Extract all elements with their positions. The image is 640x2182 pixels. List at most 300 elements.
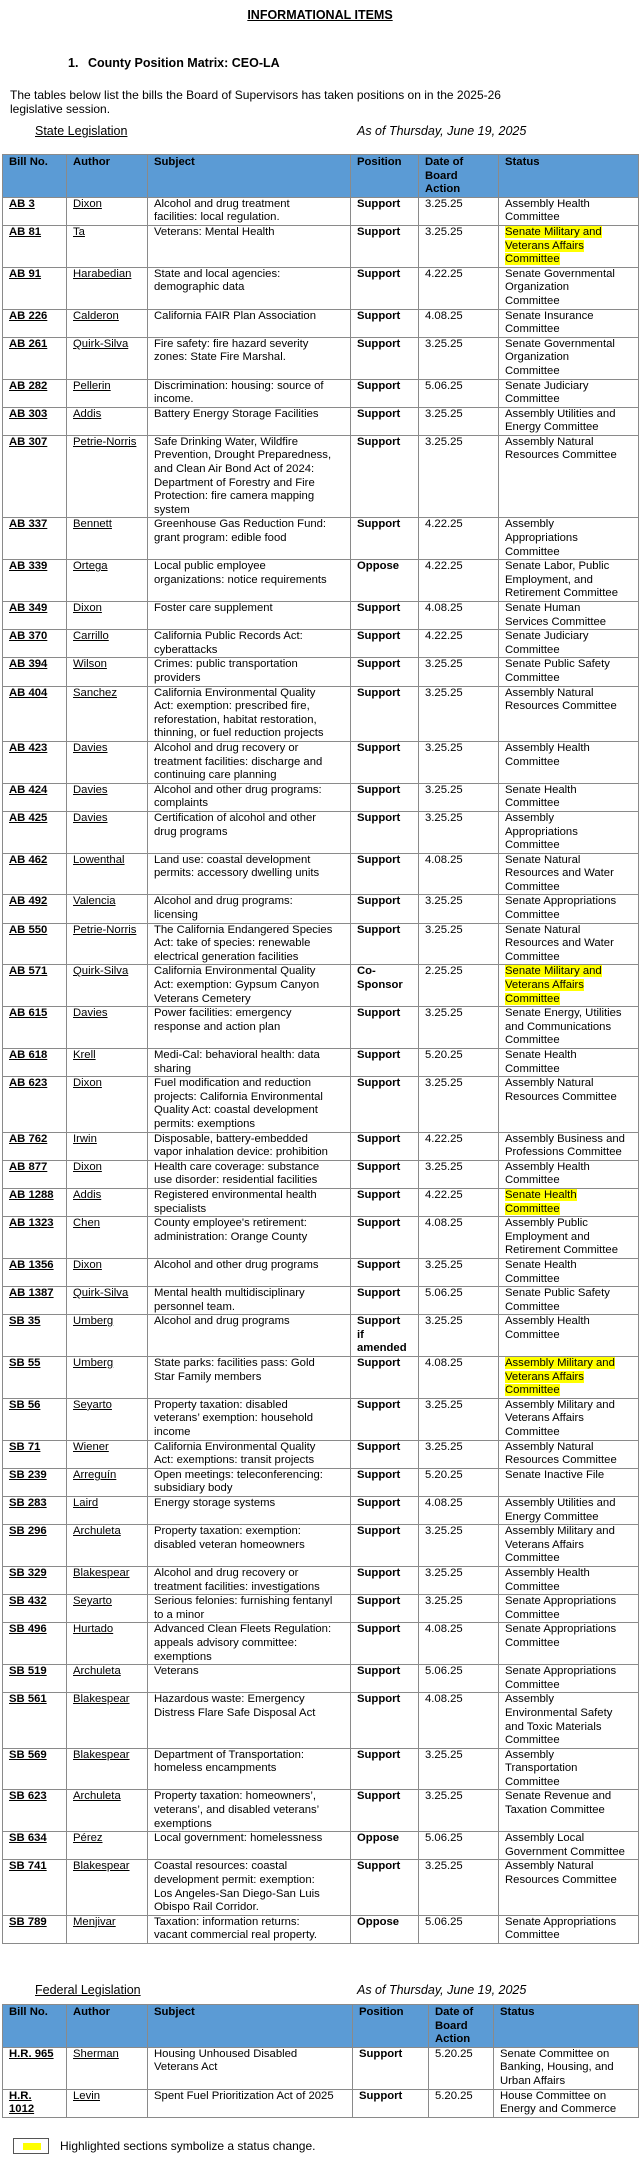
status-cell: Senate Appropriations Committee bbox=[499, 1665, 639, 1693]
author-cell[interactable]: Lowenthal bbox=[67, 853, 148, 895]
author-cell[interactable]: Dixon bbox=[67, 1258, 148, 1286]
date-of-board-action-cell: 3.25.25 bbox=[419, 1525, 499, 1567]
status-cell: Assembly Health Committee bbox=[499, 741, 639, 783]
author-cell[interactable]: Davies bbox=[67, 811, 148, 853]
date-of-board-action-cell: 4.08.25 bbox=[419, 1497, 499, 1525]
table-row bbox=[3, 1217, 639, 1259]
author-cell[interactable]: Dixon bbox=[67, 602, 148, 630]
subject-cell: Greenhouse Gas Reduction Fund: grant program: edible food bbox=[148, 518, 351, 560]
table-row bbox=[3, 1790, 639, 1832]
date-of-board-action-cell: 4.08.25 bbox=[419, 309, 499, 337]
bill-no-cell[interactable]: SB 789 bbox=[3, 1915, 67, 1943]
table-row bbox=[3, 1315, 639, 1357]
subject-cell: California Environmental Quality Act: exemption: prescribed fire, reforestation, habitat restoration, thinning, or fuel reduction projects bbox=[148, 686, 351, 741]
status-cell: Senate Committee on Banking, Housing, and Urban Affairs bbox=[494, 2047, 639, 2089]
position-cell: Support bbox=[351, 1468, 419, 1496]
author-cell[interactable]: Davies bbox=[67, 1007, 148, 1049]
table-row bbox=[3, 1665, 639, 1693]
status-cell: Senate Natural Resources and Water Committee bbox=[499, 853, 639, 895]
bill-no-cell[interactable]: AB 877 bbox=[3, 1160, 67, 1188]
date-of-board-action-cell: 5.06.25 bbox=[419, 379, 499, 407]
author-cell[interactable]: Sherman bbox=[67, 2047, 148, 2089]
bill-no-cell[interactable]: AB 370 bbox=[3, 630, 67, 658]
bill-no-cell[interactable]: SB 329 bbox=[3, 1566, 67, 1594]
bill-no-cell[interactable]: SB 35 bbox=[3, 1315, 67, 1357]
bill-no-cell[interactable]: AB 615 bbox=[3, 1007, 67, 1049]
position-cell: Support bbox=[351, 225, 419, 267]
subject-cell: Alcohol and other drug programs: complaints bbox=[148, 783, 351, 811]
position-cell: Support bbox=[351, 1693, 419, 1748]
subject-cell: Alcohol and drug recovery or treatment facilities: discharge and continuing care planning bbox=[148, 741, 351, 783]
subject-cell: State parks: facilities pass: Gold Star Family members bbox=[148, 1357, 351, 1399]
table-row bbox=[3, 741, 639, 783]
table-header-row bbox=[3, 2005, 639, 2048]
author-cell[interactable]: Harabedian bbox=[67, 267, 148, 309]
bill-no-cell[interactable]: SB 55 bbox=[3, 1357, 67, 1399]
table-row bbox=[3, 1832, 639, 1860]
column-header-bill-no: Bill No. bbox=[3, 2005, 67, 2048]
subject-cell: Alcohol and drug treatment facilities: local regulation. bbox=[148, 197, 351, 225]
bill-no-cell[interactable]: SB 741 bbox=[3, 1860, 67, 1915]
status-cell: Assembly Health Committee bbox=[499, 197, 639, 225]
subject-cell: Alcohol and other drug programs bbox=[148, 1258, 351, 1286]
author-cell[interactable]: Petrie-Norris bbox=[67, 923, 148, 965]
status-cell: Senate Inactive File bbox=[499, 1468, 639, 1496]
subject-cell: California FAIR Plan Association bbox=[148, 309, 351, 337]
status-cell: Senate Public Safety Committee bbox=[499, 658, 639, 686]
date-of-board-action-cell: 5.20.25 bbox=[429, 2047, 494, 2089]
table-row bbox=[3, 1049, 639, 1077]
author-cell[interactable]: Levin bbox=[67, 2089, 148, 2117]
date-of-board-action-cell: 5.06.25 bbox=[419, 1832, 499, 1860]
bill-no-cell[interactable]: AB 425 bbox=[3, 811, 67, 853]
table-row bbox=[3, 379, 639, 407]
subject-cell: Spent Fuel Prioritization Act of 2025 bbox=[148, 2089, 353, 2117]
subject-cell: The California Endangered Species Act: take of species: renewable electrical generation facilities bbox=[148, 923, 351, 965]
status-cell: Assembly Military and Veterans Affairs Committee bbox=[499, 1398, 639, 1440]
subject-cell: California Environmental Quality Act: exemptions: transit projects bbox=[148, 1440, 351, 1468]
highlighted-status: Assembly Military and Veterans Affairs Committee bbox=[505, 1357, 615, 1397]
author-cell[interactable]: Seyarto bbox=[67, 1595, 148, 1623]
status-cell: Senate Labor, Public Employment, and Retirement Committee bbox=[499, 560, 639, 602]
page-title: INFORMATIONAL ITEMS bbox=[247, 8, 393, 22]
table-row bbox=[3, 811, 639, 853]
intro-paragraph: The tables below list the bills the Board of Supervisors has taken positions on in the 2025-26 legislative session. bbox=[10, 88, 501, 116]
bill-no-cell[interactable]: SB 561 bbox=[3, 1693, 67, 1748]
bill-no-cell[interactable]: AB 623 bbox=[3, 1077, 67, 1132]
subject-cell: Health care coverage: substance use disorder: residential facilities bbox=[148, 1160, 351, 1188]
status-cell: Assembly Transportation Committee bbox=[499, 1748, 639, 1790]
column-header-status: Status bbox=[494, 2005, 639, 2048]
table-row bbox=[3, 1132, 639, 1160]
bill-no-cell[interactable]: SB 283 bbox=[3, 1497, 67, 1525]
date-of-board-action-cell: 4.22.25 bbox=[419, 1132, 499, 1160]
table-row bbox=[3, 1188, 639, 1216]
date-of-board-action-cell: 4.22.25 bbox=[419, 518, 499, 560]
position-cell: Support bbox=[351, 895, 419, 923]
author-cell[interactable]: Blakespear bbox=[67, 1566, 148, 1594]
status-cell: Assembly Utilities and Energy Committee bbox=[499, 407, 639, 435]
subject-cell: California Environmental Quality Act: exemption: Gypsum Canyon Veterans Cemetery bbox=[148, 965, 351, 1007]
table-row bbox=[3, 337, 639, 379]
position-cell: Support bbox=[351, 1188, 419, 1216]
author-cell[interactable]: Wiener bbox=[67, 1440, 148, 1468]
date-of-board-action-cell: 4.08.25 bbox=[419, 1693, 499, 1748]
highlighted-status: Senate Military and Veterans Affairs Committee bbox=[505, 965, 602, 1005]
status-cell: Assembly Natural Resources Committee bbox=[499, 1860, 639, 1915]
table-row bbox=[3, 1693, 639, 1748]
bill-no-cell[interactable]: H.R. 1012 bbox=[3, 2089, 67, 2117]
author-cell[interactable]: Davies bbox=[67, 783, 148, 811]
table-row bbox=[3, 407, 639, 435]
bill-no-cell[interactable]: AB 762 bbox=[3, 1132, 67, 1160]
date-of-board-action-cell: 3.25.25 bbox=[419, 1440, 499, 1468]
date-of-board-action-cell: 3.25.25 bbox=[419, 686, 499, 741]
subject-cell: Battery Energy Storage Facilities bbox=[148, 407, 351, 435]
highlight-legend-text: Highlighted sections symbolize a status change. bbox=[60, 2139, 316, 2153]
highlight-swatch bbox=[23, 2143, 41, 2150]
status-cell: Senate Appropriations Committee bbox=[499, 1915, 639, 1943]
table-row bbox=[3, 1077, 639, 1132]
position-cell: Support bbox=[351, 1623, 419, 1665]
author-cell[interactable]: Quirk-Silva bbox=[67, 1287, 148, 1315]
bill-no-cell[interactable]: AB 550 bbox=[3, 923, 67, 965]
author-cell[interactable]: Blakespear bbox=[67, 1860, 148, 1915]
position-cell: Oppose bbox=[351, 1915, 419, 1943]
date-of-board-action-cell: 2.25.25 bbox=[419, 965, 499, 1007]
position-cell: Support bbox=[351, 1595, 419, 1623]
date-of-board-action-cell: 3.25.25 bbox=[419, 197, 499, 225]
column-header-position: Position bbox=[353, 2005, 429, 2048]
position-cell: Support bbox=[351, 811, 419, 853]
table-row bbox=[3, 1357, 639, 1399]
author-cell[interactable]: Krell bbox=[67, 1049, 148, 1077]
subject-cell: County employee's retirement: administration: Orange County bbox=[148, 1217, 351, 1259]
bill-no-cell[interactable]: AB 1356 bbox=[3, 1258, 67, 1286]
table-row bbox=[3, 658, 639, 686]
table-row bbox=[3, 1160, 639, 1188]
author-cell[interactable]: Quirk-Silva bbox=[67, 965, 148, 1007]
date-of-board-action-cell: 3.25.25 bbox=[419, 1790, 499, 1832]
column-header-author: Author bbox=[67, 155, 148, 198]
subject-cell: Property taxation: homeowners’, veterans’, and disabled veterans’ exemptions bbox=[148, 1790, 351, 1832]
bill-no-cell[interactable]: AB 303 bbox=[3, 407, 67, 435]
subject-cell: Advanced Clean Fleets Regulation: appeals advisory committee: exemptions bbox=[148, 1623, 351, 1665]
author-cell[interactable]: Sanchez bbox=[67, 686, 148, 741]
bill-no-cell[interactable]: SB 569 bbox=[3, 1748, 67, 1790]
author-cell[interactable]: Davies bbox=[67, 741, 148, 783]
date-of-board-action-cell: 3.25.25 bbox=[419, 1398, 499, 1440]
status-cell bbox=[499, 1188, 639, 1216]
author-cell[interactable]: Addis bbox=[67, 407, 148, 435]
position-cell: Support bbox=[351, 1217, 419, 1259]
bill-no-cell[interactable]: SB 496 bbox=[3, 1623, 67, 1665]
status-cell: Senate Public Safety Committee bbox=[499, 1287, 639, 1315]
date-of-board-action-cell: 3.25.25 bbox=[419, 337, 499, 379]
status-cell: Senate Appropriations Committee bbox=[499, 1595, 639, 1623]
author-cell[interactable]: Irwin bbox=[67, 1132, 148, 1160]
table-row bbox=[3, 1525, 639, 1567]
status-cell: Assembly Natural Resources Committee bbox=[499, 686, 639, 741]
subject-cell: Coastal resources: coastal development permit: exemption: Los Angeles-San Diego-San Luis Obispo Rail Corridor. bbox=[148, 1860, 351, 1915]
subject-cell: Discrimination: housing: source of income. bbox=[148, 379, 351, 407]
author-cell[interactable]: Laird bbox=[67, 1497, 148, 1525]
column-header-bill-no: Bill No. bbox=[3, 155, 67, 198]
column-header-subject: Subject bbox=[148, 2005, 353, 2048]
date-of-board-action-cell: 3.25.25 bbox=[419, 1258, 499, 1286]
bill-no-cell[interactable]: AB 339 bbox=[3, 560, 67, 602]
status-cell bbox=[499, 225, 639, 267]
position-cell: Oppose bbox=[351, 560, 419, 602]
table-row bbox=[3, 518, 639, 560]
subject-cell: Alcohol and drug programs bbox=[148, 1315, 351, 1357]
date-of-board-action-cell: 3.25.25 bbox=[419, 811, 499, 853]
table-row bbox=[3, 853, 639, 895]
subject-cell: Veterans bbox=[148, 1665, 351, 1693]
status-cell: Assembly Health Committee bbox=[499, 1315, 639, 1357]
author-cell[interactable]: Quirk-Silva bbox=[67, 337, 148, 379]
author-cell[interactable]: Blakespear bbox=[67, 1693, 148, 1748]
bill-no-cell[interactable]: AB 3 bbox=[3, 197, 67, 225]
status-cell: Assembly Environmental Safety and Toxic Materials Committee bbox=[499, 1693, 639, 1748]
date-of-board-action-cell: 3.25.25 bbox=[419, 1160, 499, 1188]
author-cell[interactable]: Umberg bbox=[67, 1315, 148, 1357]
date-of-board-action-cell: 4.08.25 bbox=[419, 853, 499, 895]
federal-legislation-heading: Federal Legislation bbox=[35, 1983, 141, 1997]
table-row bbox=[3, 1440, 639, 1468]
table-header-row bbox=[3, 155, 639, 198]
status-cell: Assembly Health Committee bbox=[499, 1160, 639, 1188]
date-of-board-action-cell: 4.22.25 bbox=[419, 1188, 499, 1216]
status-cell: Assembly Business and Professions Committee bbox=[499, 1132, 639, 1160]
author-cell[interactable]: Chen bbox=[67, 1217, 148, 1259]
table-row bbox=[3, 197, 639, 225]
subject-cell: Safe Drinking Water, Wildfire Prevention, Drought Preparedness, and Clean Air Bond Act of 2024: Department of Forestry and Fire Protection: fire camera mapping system bbox=[148, 435, 351, 518]
table-row bbox=[3, 435, 639, 518]
bill-no-cell[interactable]: SB 634 bbox=[3, 1832, 67, 1860]
date-of-board-action-cell: 5.20.25 bbox=[419, 1468, 499, 1496]
position-cell: Support bbox=[351, 1160, 419, 1188]
table-row bbox=[3, 267, 639, 309]
status-cell: Senate Energy, Utilities and Communications Committee bbox=[499, 1007, 639, 1049]
author-cell[interactable]: Seyarto bbox=[67, 1398, 148, 1440]
table-row bbox=[3, 1007, 639, 1049]
bill-no-cell[interactable]: AB 571 bbox=[3, 965, 67, 1007]
position-cell: Support bbox=[351, 1497, 419, 1525]
table-row bbox=[3, 1748, 639, 1790]
position-cell: Support bbox=[351, 741, 419, 783]
status-cell bbox=[499, 965, 639, 1007]
author-cell[interactable]: Dixon bbox=[67, 1160, 148, 1188]
subject-cell: Veterans: Mental Health bbox=[148, 225, 351, 267]
author-cell[interactable]: Addis bbox=[67, 1188, 148, 1216]
author-cell[interactable]: Dixon bbox=[67, 197, 148, 225]
bill-no-cell[interactable]: AB 424 bbox=[3, 783, 67, 811]
bill-no-cell[interactable]: AB 226 bbox=[3, 309, 67, 337]
bill-no-cell[interactable]: SB 296 bbox=[3, 1525, 67, 1567]
date-of-board-action-cell: 4.22.25 bbox=[419, 560, 499, 602]
author-cell[interactable]: Calderon bbox=[67, 309, 148, 337]
subject-cell: Property taxation: exemption: disabled veteran homeowners bbox=[148, 1525, 351, 1567]
position-cell: Support bbox=[351, 1287, 419, 1315]
column-header-position: Position bbox=[351, 155, 419, 198]
date-of-board-action-cell: 5.06.25 bbox=[419, 1915, 499, 1943]
author-cell[interactable]: Wilson bbox=[67, 658, 148, 686]
position-cell: Support bbox=[351, 1440, 419, 1468]
status-cell: House Committee on Energy and Commerce bbox=[494, 2089, 639, 2117]
bill-no-cell[interactable]: AB 1387 bbox=[3, 1287, 67, 1315]
date-of-board-action-cell: 3.25.25 bbox=[419, 783, 499, 811]
date-of-board-action-cell: 5.06.25 bbox=[419, 1287, 499, 1315]
author-cell[interactable]: Archuleta bbox=[67, 1665, 148, 1693]
position-cell: Support bbox=[351, 1860, 419, 1915]
date-of-board-action-cell: 3.25.25 bbox=[419, 658, 499, 686]
bill-no-cell[interactable]: AB 492 bbox=[3, 895, 67, 923]
table-row bbox=[3, 1595, 639, 1623]
subject-cell: Property taxation: disabled veterans’ exemption: household income bbox=[148, 1398, 351, 1440]
bill-no-cell[interactable]: SB 432 bbox=[3, 1595, 67, 1623]
position-cell: Co- Sponsor bbox=[351, 965, 419, 1007]
bill-no-cell[interactable]: AB 337 bbox=[3, 518, 67, 560]
table-row bbox=[3, 1860, 639, 1915]
table-row bbox=[3, 1915, 639, 1943]
date-of-board-action-cell: 3.25.25 bbox=[419, 225, 499, 267]
position-cell: Support bbox=[351, 1748, 419, 1790]
position-cell: Support bbox=[351, 518, 419, 560]
author-cell[interactable]: Valencia bbox=[67, 895, 148, 923]
column-header-status: Status bbox=[499, 155, 639, 198]
position-cell: Support bbox=[353, 2047, 429, 2089]
position-cell: Support bbox=[351, 1007, 419, 1049]
author-cell[interactable]: Carrillo bbox=[67, 630, 148, 658]
author-cell[interactable]: Pellerin bbox=[67, 379, 148, 407]
bill-no-cell[interactable]: AB 81 bbox=[3, 225, 67, 267]
section-number: 1. bbox=[68, 56, 79, 70]
state-as-of-date: As of Thursday, June 19, 2025 bbox=[357, 124, 527, 138]
table-row bbox=[3, 602, 639, 630]
section-label: County Position Matrix: CEO-LA bbox=[88, 56, 280, 70]
position-cell: Support bbox=[351, 1566, 419, 1594]
table-row bbox=[3, 1497, 639, 1525]
date-of-board-action-cell: 3.25.25 bbox=[419, 1595, 499, 1623]
status-cell: Senate Appropriations Committee bbox=[499, 1623, 639, 1665]
subject-cell: Department of Transportation: homeless encampments bbox=[148, 1748, 351, 1790]
position-cell: Support bbox=[351, 1077, 419, 1132]
table-row bbox=[3, 630, 639, 658]
bill-no-cell[interactable]: SB 56 bbox=[3, 1398, 67, 1440]
bill-no-cell[interactable]: AB 307 bbox=[3, 435, 67, 518]
position-cell: Support bbox=[351, 1357, 419, 1399]
date-of-board-action-cell: 4.08.25 bbox=[419, 602, 499, 630]
position-cell: Support bbox=[351, 1258, 419, 1286]
author-cell[interactable]: Ta bbox=[67, 225, 148, 267]
author-cell[interactable]: Umberg bbox=[67, 1357, 148, 1399]
state-legislation-heading: State Legislation bbox=[35, 124, 128, 138]
status-cell: Assembly Utilities and Energy Committee bbox=[499, 1497, 639, 1525]
bill-no-cell[interactable]: AB 261 bbox=[3, 337, 67, 379]
author-cell[interactable]: Bennett bbox=[67, 518, 148, 560]
bill-no-cell[interactable]: SB 519 bbox=[3, 1665, 67, 1693]
date-of-board-action-cell: 4.08.25 bbox=[419, 1623, 499, 1665]
position-cell: Support bbox=[351, 197, 419, 225]
bill-no-cell[interactable]: AB 462 bbox=[3, 853, 67, 895]
position-cell: Support bbox=[351, 630, 419, 658]
author-cell[interactable]: Dixon bbox=[67, 1077, 148, 1132]
section-heading bbox=[68, 56, 280, 70]
date-of-board-action-cell: 3.25.25 bbox=[419, 407, 499, 435]
author-cell[interactable]: Archuleta bbox=[67, 1790, 148, 1832]
date-of-board-action-cell: 4.22.25 bbox=[419, 630, 499, 658]
bill-no-cell[interactable]: H.R. 965 bbox=[3, 2047, 67, 2089]
bill-no-cell[interactable]: AB 1323 bbox=[3, 1217, 67, 1259]
status-cell: Senate Appropriations Committee bbox=[499, 895, 639, 923]
date-of-board-action-cell: 5.06.25 bbox=[419, 1665, 499, 1693]
table-row bbox=[3, 2089, 639, 2117]
federal-legislation-table bbox=[2, 2004, 639, 2118]
table-row bbox=[3, 1468, 639, 1496]
date-of-board-action-cell: 4.08.25 bbox=[419, 1357, 499, 1399]
author-cell[interactable]: Pérez bbox=[67, 1832, 148, 1860]
table-row bbox=[3, 783, 639, 811]
status-cell: Senate Governmental Organization Committee bbox=[499, 267, 639, 309]
column-header-author: Author bbox=[67, 2005, 148, 2048]
bill-no-cell[interactable]: AB 349 bbox=[3, 602, 67, 630]
bill-no-cell[interactable]: AB 394 bbox=[3, 658, 67, 686]
subject-cell: Serious felonies: furnishing fentanyl to a minor bbox=[148, 1595, 351, 1623]
bill-no-cell[interactable]: AB 423 bbox=[3, 741, 67, 783]
position-cell: Support bbox=[351, 853, 419, 895]
table-row bbox=[3, 309, 639, 337]
subject-cell: Fuel modification and reduction projects: California Environmental Quality Act: coastal development permits: exemptions bbox=[148, 1077, 351, 1132]
federal-as-of-date: As of Thursday, June 19, 2025 bbox=[357, 1983, 527, 1997]
author-cell[interactable]: Menjivar bbox=[67, 1915, 148, 1943]
bill-no-cell[interactable]: SB 239 bbox=[3, 1468, 67, 1496]
status-cell: Senate Health Committee bbox=[499, 1049, 639, 1077]
position-cell: Support bbox=[351, 923, 419, 965]
subject-cell: Energy storage systems bbox=[148, 1497, 351, 1525]
bill-no-cell[interactable]: AB 404 bbox=[3, 686, 67, 741]
author-cell[interactable]: Hurtado bbox=[67, 1623, 148, 1665]
status-cell: Senate Health Committee bbox=[499, 1258, 639, 1286]
bill-no-cell[interactable]: SB 71 bbox=[3, 1440, 67, 1468]
position-cell: Oppose bbox=[351, 1832, 419, 1860]
bill-no-cell[interactable]: AB 618 bbox=[3, 1049, 67, 1077]
bill-no-cell[interactable]: AB 282 bbox=[3, 379, 67, 407]
date-of-board-action-cell: 4.08.25 bbox=[419, 1217, 499, 1259]
author-cell[interactable]: Blakespear bbox=[67, 1748, 148, 1790]
bill-no-cell[interactable]: AB 91 bbox=[3, 267, 67, 309]
author-cell[interactable]: Archuleta bbox=[67, 1525, 148, 1567]
subject-cell: Taxation: information returns: vacant commercial real property. bbox=[148, 1915, 351, 1943]
date-of-board-action-cell: 5.20.25 bbox=[419, 1049, 499, 1077]
date-of-board-action-cell: 3.25.25 bbox=[419, 1315, 499, 1357]
author-cell[interactable]: Arreguín bbox=[67, 1468, 148, 1496]
bill-no-cell[interactable]: AB 1288 bbox=[3, 1188, 67, 1216]
status-cell: Assembly Public Employment and Retirement Committee bbox=[499, 1217, 639, 1259]
position-cell: Support bbox=[351, 435, 419, 518]
author-cell[interactable]: Ortega bbox=[67, 560, 148, 602]
bill-no-cell[interactable]: SB 623 bbox=[3, 1790, 67, 1832]
subject-cell: Fire safety: fire hazard severity zones: State Fire Marshal. bbox=[148, 337, 351, 379]
date-of-board-action-cell: 5.20.25 bbox=[429, 2089, 494, 2117]
position-cell: Support bbox=[351, 267, 419, 309]
position-cell: Support bbox=[351, 309, 419, 337]
table-row bbox=[3, 1566, 639, 1594]
status-cell: Senate Health Committee bbox=[499, 783, 639, 811]
position-cell: Support bbox=[351, 686, 419, 741]
author-cell[interactable]: Petrie-Norris bbox=[67, 435, 148, 518]
subject-cell: Crimes: public transportation providers bbox=[148, 658, 351, 686]
